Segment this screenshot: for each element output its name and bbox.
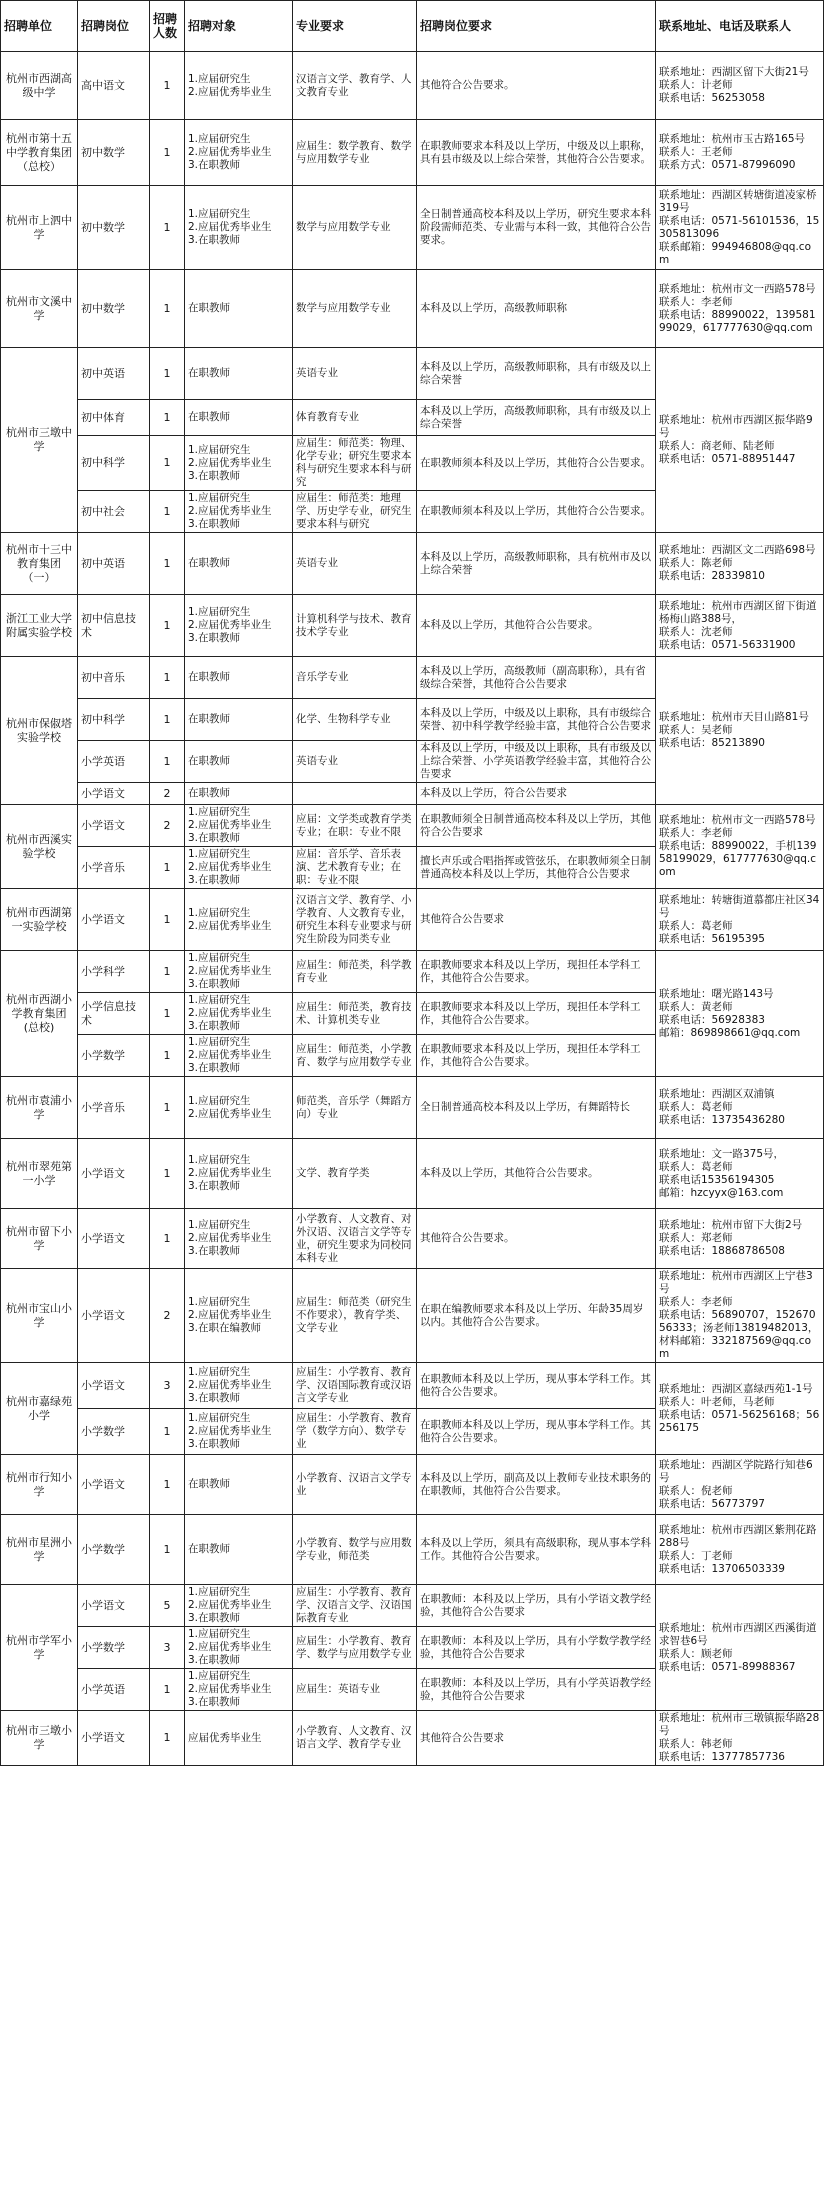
header-post: 招聘岗位 (78, 1, 150, 52)
count-cell: 1 (150, 52, 185, 120)
contact-cell: 联系地址：西湖区嘉绿西苑1-1号 联系人：叶老师，马老师 联系电话：0571-56256168；56256175 (656, 1363, 824, 1455)
header-target: 招聘对象 (185, 1, 293, 52)
count-cell: 1 (150, 1711, 185, 1766)
count-cell: 2 (150, 805, 185, 847)
target-cell: 1.应届研究生 2.应届优秀毕业生 3.在职教师 (185, 436, 293, 491)
post-cell: 小学语文 (78, 889, 150, 951)
post-cell: 小学音乐 (78, 847, 150, 889)
post-cell: 小学信息技术 (78, 993, 150, 1035)
count-cell: 1 (150, 741, 185, 783)
table-row (1, 186, 824, 270)
target-cell: 1.应届研究生 2.应届优秀毕业生 3.在职教师 (185, 1409, 293, 1455)
table-row (1, 889, 824, 951)
major-cell: 小学教育、人文教育、汉语言文学、教育学专业 (293, 1711, 417, 1766)
contact-cell: 联系地址：杭州市玉古路165号 联系人：王老师 联系方式：0571-87996090 (656, 120, 824, 186)
target-cell: 1.应届研究生 2.应届优秀毕业生 (185, 1077, 293, 1139)
requirement-cell: 擅长声乐或合唱指挥或管弦乐，在职教师须全日制普通高校本科及以上学历，其他符合公告要求 (417, 847, 656, 889)
target-cell: 1.应届研究生 2.应届优秀毕业生 (185, 52, 293, 120)
contact-cell: 联系地址：西湖区文二西路698号 联系人：陈老师 联系电话：28339810 (656, 533, 824, 595)
contact-cell: 联系地址：杭州市三墩镇振华路28号 联系人：韩老师 联系电话：13777857736 (656, 1711, 824, 1766)
contact-cell: 联系地址：文一路375号， 联系人：葛老师 联系电话15356194305 邮箱：hzcyyx@163.com (656, 1139, 824, 1209)
requirement-cell: 其他符合公告要求。 (417, 1209, 656, 1269)
target-cell: 1.应届研究生 2.应届优秀毕业生 3.在职教师 (185, 993, 293, 1035)
major-cell: 应届生：数学教育、数学与应用数学专业 (293, 120, 417, 186)
post-cell: 初中音乐 (78, 657, 150, 699)
count-cell: 2 (150, 1269, 185, 1363)
post-cell: 小学数学 (78, 1627, 150, 1669)
contact-cell: 联系地址：转塘街道慕都庄社区34号 联系人：葛老师 联系电话：56195395 (656, 889, 824, 951)
target-cell: 1.应届研究生 2.应届优秀毕业生 3.在职教师 (185, 186, 293, 270)
post-cell: 小学语文 (78, 1139, 150, 1209)
table-row (1, 951, 824, 993)
target-cell: 1.应届研究生 2.应届优秀毕业生 3.在职教师 (185, 1139, 293, 1209)
major-cell: 音乐学专业 (293, 657, 417, 699)
contact-cell: 联系地址：西湖区学院路行知巷6号 联系人：倪老师 联系电话：56773797 (656, 1455, 824, 1515)
unit-cell: 杭州市学军小学 (1, 1585, 78, 1711)
count-cell: 1 (150, 186, 185, 270)
major-cell: 应届生：小学教育、教育学、汉语言文学、汉语国际教育专业 (293, 1585, 417, 1627)
unit-cell: 杭州市留下小学 (1, 1209, 78, 1269)
unit-cell: 杭州市袁浦小学 (1, 1077, 78, 1139)
post-cell: 小学语文 (78, 1455, 150, 1515)
requirement-cell: 在职教师本科及以上学历，现从事本学科工作。其他符合公告要求。 (417, 1409, 656, 1455)
major-cell: 应届：文学类或教育学类专业；在职：专业不限 (293, 805, 417, 847)
major-cell: 汉语言文学、教育学、小学教育、人文教育专业，研究生本科专业要求与研究生阶段为同类专业 (293, 889, 417, 951)
target-cell: 1.应届研究生 2.应届优秀毕业生 3.在职教师 (185, 1035, 293, 1077)
contact-cell: 联系地址：杭州市西湖区留下街道杨梅山路388号， 联系人：沈老师 联系电话：0571-56331900 (656, 595, 824, 657)
unit-cell: 杭州市第十五中学教育集团（总校） (1, 120, 78, 186)
count-cell: 1 (150, 120, 185, 186)
unit-cell: 杭州市西湖小学教育集团(总校) (1, 951, 78, 1077)
contact-cell: 联系地址：杭州市文一西路578号 联系人：李老师 联系电话：88990022，13958199029，617777630@qq.com (656, 270, 824, 348)
post-cell: 小学语文 (78, 1269, 150, 1363)
table-row (1, 1363, 824, 1409)
target-cell: 在职教师 (185, 533, 293, 595)
requirement-cell: 本科及以上学历，高级教师（副高职称），具有省级综合荣誉，其他符合公告要求 (417, 657, 656, 699)
table-row (1, 348, 824, 400)
major-cell (293, 783, 417, 805)
table-row (1, 1077, 824, 1139)
contact-cell: 联系地址：西湖区留下大街21号 联系人：计老师 联系电话：56253058 (656, 52, 824, 120)
post-cell: 初中科学 (78, 699, 150, 741)
contact-cell: 联系地址：西湖区转塘街道凌家桥319号 联系电话：0571-56101536，15305813096 联系邮箱：994946808@qq.com (656, 186, 824, 270)
table-row (1, 120, 824, 186)
requirement-cell: 全日制普通高校本科及以上学历，研究生要求本科阶段需师范类、专业需与本科一致，其他符合公告要求。 (417, 186, 656, 270)
unit-cell: 杭州市三墩中学 (1, 348, 78, 533)
unit-cell: 杭州市西溪实验学校 (1, 805, 78, 889)
contact-cell: 联系地址：杭州市西湖区上宁巷3号 联系人：李老师 联系电话：56890707，15267056333；汤老师13819482013，材料邮箱：332187569@qq.com (656, 1269, 824, 1363)
target-cell: 1.应届研究生 2.应届优秀毕业生 3.在职教师 (185, 1585, 293, 1627)
table-row (1, 1515, 824, 1585)
table-row (1, 52, 824, 120)
major-cell: 师范类，音乐学（舞蹈方向）专业 (293, 1077, 417, 1139)
target-cell: 1.应届研究生 2.应届优秀毕业生 3.在职教师 (185, 951, 293, 993)
major-cell: 计算机科学与技术、教育技术学专业 (293, 595, 417, 657)
count-cell: 1 (150, 1409, 185, 1455)
major-cell: 应届生：小学教育、教育学、数学与应用数学专业 (293, 1627, 417, 1669)
header-unit: 招聘单位 (1, 1, 78, 52)
post-cell: 初中信息技术 (78, 595, 150, 657)
unit-cell: 杭州市翠苑第一小学 (1, 1139, 78, 1209)
post-cell: 小学英语 (78, 741, 150, 783)
post-cell: 初中数学 (78, 186, 150, 270)
contact-cell: 联系地址：杭州市留下大街2号 联系人：郑老师 联系电话：18868786508 (656, 1209, 824, 1269)
requirement-cell: 本科及以上学历，高级教师职称 (417, 270, 656, 348)
target-cell: 在职教师 (185, 699, 293, 741)
count-cell: 1 (150, 1139, 185, 1209)
table-row (1, 657, 824, 699)
requirement-cell: 在职教师本科及以上学历，现从事本学科工作。其他符合公告要求。 (417, 1363, 656, 1409)
count-cell: 1 (150, 1515, 185, 1585)
requirement-cell: 在职教师：本科及以上学历，具有小学语文教学经验，其他符合公告要求 (417, 1585, 656, 1627)
major-cell: 应届生：师范类：地理学、历史学专业，研究生要求本科与研究 (293, 491, 417, 533)
count-cell: 2 (150, 783, 185, 805)
header-requirement: 招聘岗位要求 (417, 1, 656, 52)
unit-cell: 杭州市西湖高级中学 (1, 52, 78, 120)
count-cell: 5 (150, 1585, 185, 1627)
post-cell: 小学数学 (78, 1035, 150, 1077)
unit-cell: 浙江工业大学附属实验学校 (1, 595, 78, 657)
table-row (1, 805, 824, 847)
major-cell: 应届生：师范类（研究生不作要求），教育学类、文学专业 (293, 1269, 417, 1363)
target-cell: 1.应届研究生 2.应届优秀毕业生 (185, 889, 293, 951)
requirement-cell: 在职教师：本科及以上学历，具有小学英语教学经验，其他符合公告要求 (417, 1669, 656, 1711)
post-cell: 初中英语 (78, 348, 150, 400)
target-cell: 应届优秀毕业生 (185, 1711, 293, 1766)
contact-cell: 联系地址：杭州市西湖区振华路9号 联系人：商老师、陆老师 联系电话：0571-88951447 (656, 348, 824, 533)
post-cell: 高中语文 (78, 52, 150, 120)
table-row (1, 1209, 824, 1269)
count-cell: 3 (150, 1627, 185, 1669)
major-cell: 应届生：小学教育、教育学（数学方向）、数学专业 (293, 1409, 417, 1455)
table-row (1, 1139, 824, 1209)
major-cell: 英语专业 (293, 533, 417, 595)
header-count: 招聘人数 (150, 1, 185, 52)
major-cell: 体育教育专业 (293, 400, 417, 436)
count-cell: 1 (150, 1077, 185, 1139)
post-cell: 初中科学 (78, 436, 150, 491)
target-cell: 1.应届研究生 2.应届优秀毕业生 3.在职教师 (185, 491, 293, 533)
major-cell: 应届生：师范类，科学教育专业 (293, 951, 417, 993)
header-row (1, 1, 824, 52)
count-cell: 1 (150, 657, 185, 699)
count-cell: 1 (150, 993, 185, 1035)
unit-cell: 杭州市三墩小学 (1, 1711, 78, 1766)
unit-cell: 杭州市十三中教育集团（一） (1, 533, 78, 595)
post-cell: 小学科学 (78, 951, 150, 993)
requirement-cell: 在职教师要求本科及以上学历，中级及以上职称，具有县市级及以上综合荣誉，其他符合公告要求。 (417, 120, 656, 186)
unit-cell: 杭州市星洲小学 (1, 1515, 78, 1585)
requirement-cell: 其他符合公告要求 (417, 889, 656, 951)
contact-cell: 联系地址：曙光路143号 联系人：黄老师 联系电话：56928383 邮箱：869898661@qq.com (656, 951, 824, 1077)
target-cell: 在职教师 (185, 1455, 293, 1515)
unit-cell: 杭州市行知小学 (1, 1455, 78, 1515)
target-cell: 在职教师 (185, 657, 293, 699)
count-cell: 1 (150, 847, 185, 889)
table-row (1, 1585, 824, 1627)
count-cell: 1 (150, 951, 185, 993)
count-cell: 1 (150, 491, 185, 533)
major-cell: 小学教育、汉语言文学专业 (293, 1455, 417, 1515)
contact-cell: 联系地址：杭州市文一西路578号 联系人：李老师 联系电话：88990022，手机13958199029，617777630@qq.com (656, 805, 824, 889)
requirement-cell: 本科及以上学历，须具有高级职称，现从事本学科工作。其他符合公告要求。 (417, 1515, 656, 1585)
major-cell: 化学、生物科学专业 (293, 699, 417, 741)
contact-cell: 联系地址：杭州市西湖区西溪街道求智巷6号 联系人：顾老师 联系电话：0571-89988367 (656, 1585, 824, 1711)
table-body (1, 52, 824, 1766)
post-cell: 小学语文 (78, 1209, 150, 1269)
count-cell: 1 (150, 270, 185, 348)
count-cell: 1 (150, 699, 185, 741)
requirement-cell: 本科及以上学历，副高及以上教师专业技术职务的在职教师，其他符合公告要求。 (417, 1455, 656, 1515)
contact-cell: 联系地址：杭州市天目山路81号 联系人：吴老师 联系电话：85213890 (656, 657, 824, 805)
post-cell: 初中数学 (78, 120, 150, 186)
post-cell: 初中英语 (78, 533, 150, 595)
target-cell: 1.应届研究生 2.应届优秀毕业生 3.在职教师 (185, 120, 293, 186)
post-cell: 小学语文 (78, 1363, 150, 1409)
target-cell: 1.应届研究生 2.应届优秀毕业生 3.在职教师 (185, 1627, 293, 1669)
count-cell: 1 (150, 1035, 185, 1077)
target-cell: 在职教师 (185, 270, 293, 348)
count-cell: 1 (150, 1669, 185, 1711)
post-cell: 小学语文 (78, 1711, 150, 1766)
post-cell: 小学语文 (78, 805, 150, 847)
count-cell: 1 (150, 400, 185, 436)
requirement-cell: 在职教师须本科及以上学历，其他符合公告要求。 (417, 436, 656, 491)
requirement-cell: 本科及以上学历，中级及以上职称，具有市级及以上综合荣誉、小学英语教学经验丰富，其他符合公告要求 (417, 741, 656, 783)
major-cell: 应届生：小学教育、教育学、汉语国际教育或汉语言文学专业 (293, 1363, 417, 1409)
requirement-cell: 在职教师要求本科及以上学历，现担任本学科工作，其他符合公告要求。 (417, 1035, 656, 1077)
target-cell: 1.应届研究生 2.应届优秀毕业生 3.在职教师 (185, 1669, 293, 1711)
post-cell: 小学音乐 (78, 1077, 150, 1139)
requirement-cell: 全日制普通高校本科及以上学历，有舞蹈特长 (417, 1077, 656, 1139)
unit-cell: 杭州市文溪中学 (1, 270, 78, 348)
post-cell: 初中社会 (78, 491, 150, 533)
target-cell: 在职教师 (185, 400, 293, 436)
requirement-cell: 本科及以上学历，符合公告要求 (417, 783, 656, 805)
post-cell: 小学语文 (78, 783, 150, 805)
major-cell: 数学与应用数学专业 (293, 270, 417, 348)
table-row (1, 270, 824, 348)
requirement-cell: 本科及以上学历，高级教师职称，具有市级及以上综合荣誉 (417, 348, 656, 400)
target-cell: 在职教师 (185, 741, 293, 783)
requirement-cell: 本科及以上学历，其他符合公告要求。 (417, 595, 656, 657)
requirement-cell: 本科及以上学历，高级教师职称，具有市级及以上综合荣誉 (417, 400, 656, 436)
target-cell: 1.应届研究生 2.应届优秀毕业生 3.在职教师 (185, 1363, 293, 1409)
table-row (1, 1455, 824, 1515)
major-cell: 数学与应用数学专业 (293, 186, 417, 270)
count-cell: 1 (150, 1455, 185, 1515)
requirement-cell: 其他符合公告要求。 (417, 52, 656, 120)
target-cell: 1.应届研究生 2.应届优秀毕业生 3.在职教师 (185, 1209, 293, 1269)
unit-cell: 杭州市保俶塔实验学校 (1, 657, 78, 805)
contact-cell: 联系地址：杭州市西湖区紫荆花路288号 联系人：丁老师 联系电话：13706503339 (656, 1515, 824, 1585)
target-cell: 在职教师 (185, 348, 293, 400)
count-cell: 1 (150, 533, 185, 595)
count-cell: 3 (150, 1363, 185, 1409)
major-cell: 应届：音乐学、音乐表演、艺术教育专业；在职：专业不限 (293, 847, 417, 889)
requirement-cell: 本科及以上学历，中级及以上职称，具有市级综合荣誉、初中科学教学经验丰富，其他符合公告要求 (417, 699, 656, 741)
requirement-cell: 本科及以上学历，其他符合公告要求。 (417, 1139, 656, 1209)
target-cell: 1.应届研究生 2.应届优秀毕业生 3.在职教师 (185, 847, 293, 889)
post-cell: 小学语文 (78, 1585, 150, 1627)
post-cell: 小学数学 (78, 1515, 150, 1585)
major-cell: 小学教育、数学与应用数学专业，师范类 (293, 1515, 417, 1585)
post-cell: 小学数学 (78, 1409, 150, 1455)
target-cell: 在职教师 (185, 783, 293, 805)
count-cell: 1 (150, 348, 185, 400)
major-cell: 英语专业 (293, 348, 417, 400)
major-cell: 应届生：师范类，教育技术、计算机类专业 (293, 993, 417, 1035)
major-cell: 应届生：英语专业 (293, 1669, 417, 1711)
target-cell: 1.应届研究生 2.应届优秀毕业生 3.在职教师 (185, 805, 293, 847)
major-cell: 应届生：师范类，小学教育、数学与应用数学专业 (293, 1035, 417, 1077)
post-cell: 小学英语 (78, 1669, 150, 1711)
contact-cell: 联系地址：西湖区双浦镇 联系人：葛老师 联系电话：13735436280 (656, 1077, 824, 1139)
table-row (1, 533, 824, 595)
target-cell: 在职教师 (185, 1515, 293, 1585)
requirement-cell: 其他符合公告要求 (417, 1711, 656, 1766)
major-cell: 小学教育、人文教育、对外汉语、汉语言文学等专业，研究生要求为同校同本科专业 (293, 1209, 417, 1269)
requirement-cell: 在职教师：本科及以上学历，具有小学数学教学经验，其他符合公告要求 (417, 1627, 656, 1669)
unit-cell: 杭州市上泗中学 (1, 186, 78, 270)
count-cell: 1 (150, 889, 185, 951)
header-contact: 联系地址、电话及联系人 (656, 1, 824, 52)
major-cell: 英语专业 (293, 741, 417, 783)
table-row (1, 1711, 824, 1766)
requirement-cell: 本科及以上学历，高级教师职称，具有杭州市及以上综合荣誉 (417, 533, 656, 595)
requirement-cell: 在职教师须全日制普通高校本科及以上学历，其他符合公告要求 (417, 805, 656, 847)
target-cell: 1.应届研究生 2.应届优秀毕业生 3.在职在编教师 (185, 1269, 293, 1363)
requirement-cell: 在职在编教师要求本科及以上学历、年龄35周岁以内。其他符合公告要求。 (417, 1269, 656, 1363)
major-cell: 文学、教育学类 (293, 1139, 417, 1209)
count-cell: 1 (150, 1209, 185, 1269)
target-cell: 1.应届研究生 2.应届优秀毕业生 3.在职教师 (185, 595, 293, 657)
major-cell: 汉语言文学、教育学、人文教育专业 (293, 52, 417, 120)
requirement-cell: 在职教师须本科及以上学历，其他符合公告要求。 (417, 491, 656, 533)
count-cell: 1 (150, 436, 185, 491)
unit-cell: 杭州市嘉绿苑小学 (1, 1363, 78, 1455)
requirement-cell: 在职教师要求本科及以上学历，现担任本学科工作，其他符合公告要求。 (417, 951, 656, 993)
header-major: 专业要求 (293, 1, 417, 52)
unit-cell: 杭州市宝山小学 (1, 1269, 78, 1363)
count-cell: 1 (150, 595, 185, 657)
table-row (1, 1269, 824, 1363)
major-cell: 应届生：师范类：物理、化学专业；研究生要求本科与研究生要求本科与研究 (293, 436, 417, 491)
post-cell: 初中体育 (78, 400, 150, 436)
unit-cell: 杭州市西湖第一实验学校 (1, 889, 78, 951)
table-row (1, 595, 824, 657)
post-cell: 初中数学 (78, 270, 150, 348)
requirement-cell: 在职教师要求本科及以上学历，现担任本学科工作，其他符合公告要求。 (417, 993, 656, 1035)
